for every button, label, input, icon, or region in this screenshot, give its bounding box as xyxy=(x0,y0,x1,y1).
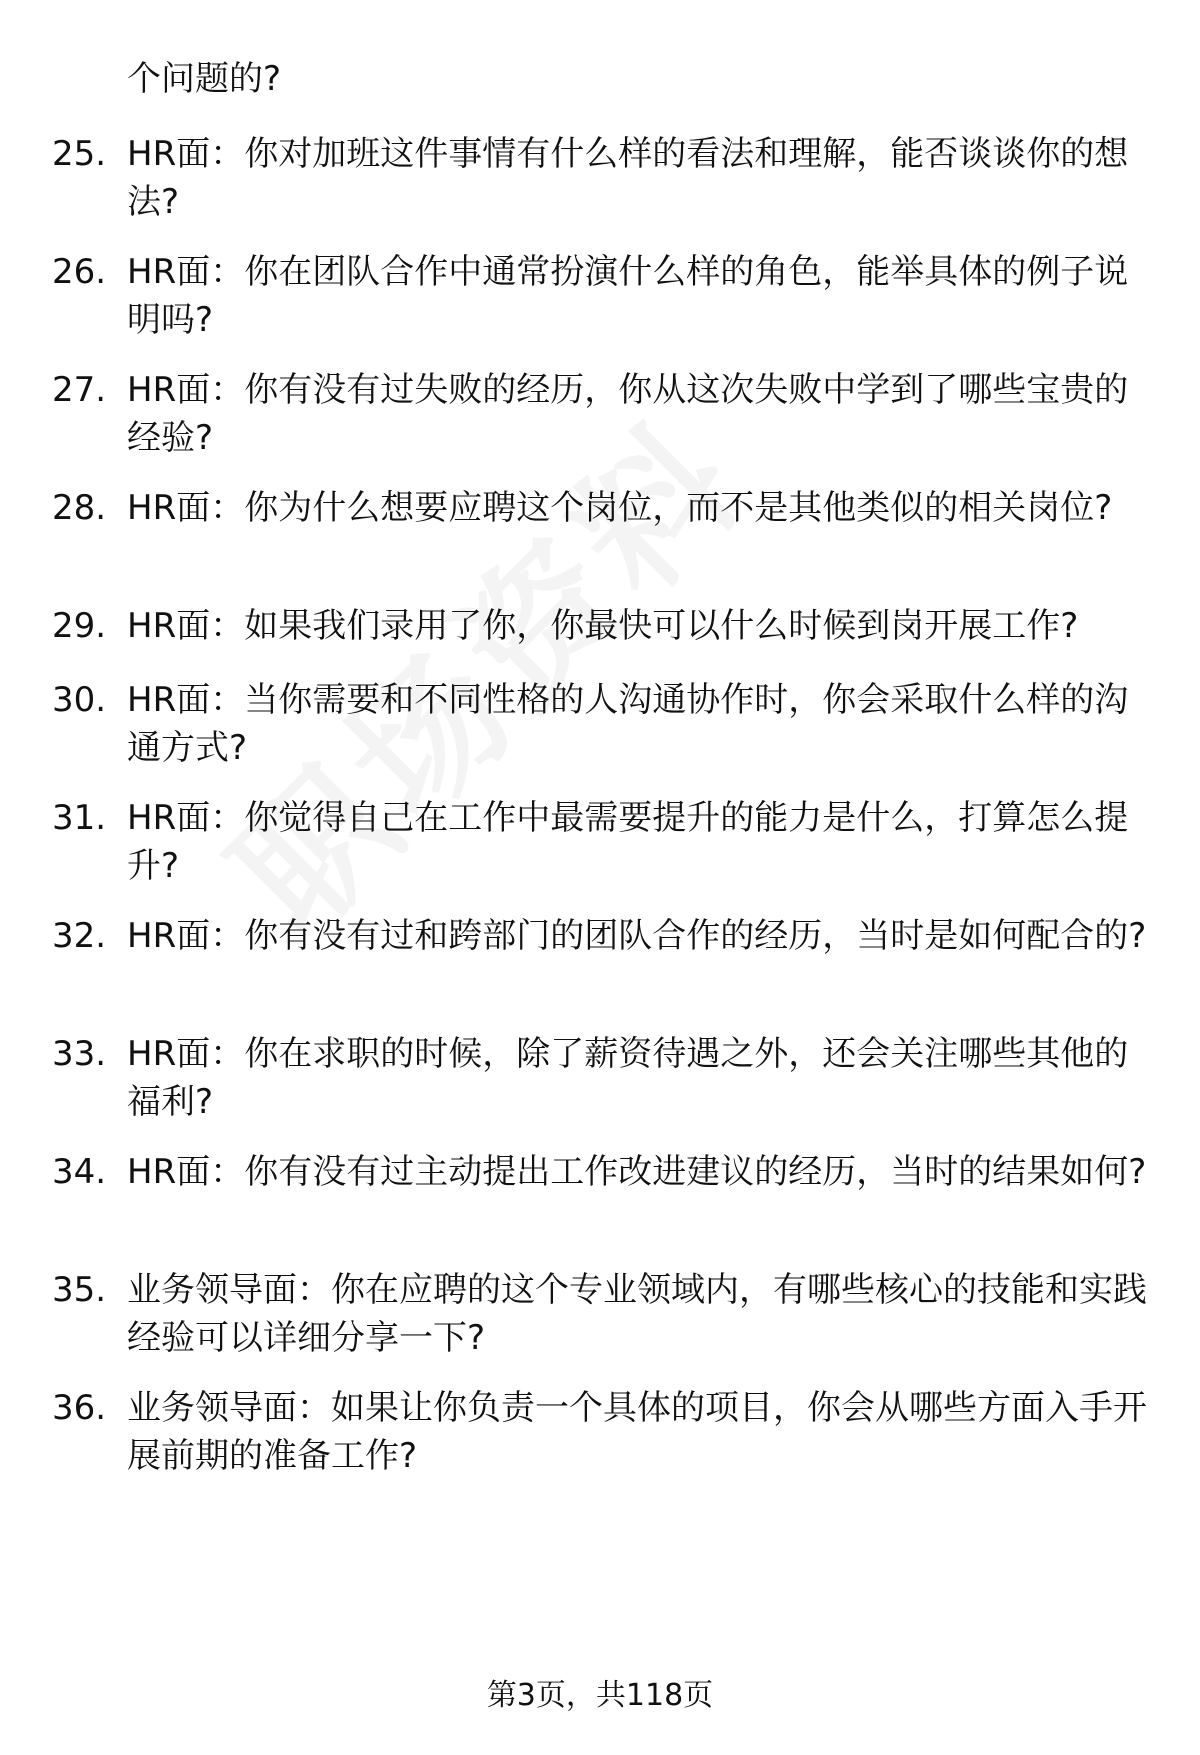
question-number: 29. xyxy=(52,606,107,646)
page-footer: 第3页，共118页 xyxy=(486,1678,714,1713)
question-number: 28. xyxy=(52,488,107,528)
question-text: HR面：你觉得自己在工作中最需要提升的能力是什么，打算怎么提升? xyxy=(127,798,1129,886)
question-text: HR面：你在团队合作中通常扮演什么样的角色，能举具体的例子说明吗? xyxy=(127,252,1129,340)
continuation-text: 个问题的? xyxy=(127,59,282,99)
question-number: 34. xyxy=(52,1152,107,1192)
question-number: 31. xyxy=(52,798,107,838)
question-text: HR面：如果我们录用了你，你最快可以什么时候到岗开展工作? xyxy=(127,606,1079,646)
question-text: HR面：当你需要和不同性格的人沟通协作时，你会采取什么样的沟通方式? xyxy=(127,680,1129,768)
question-text: HR面：你在求职的时候，除了薪资待遇之外，还会关注哪些其他的福利? xyxy=(127,1034,1129,1122)
question-text: HR面：你有没有过和跨部门的团队合作的经历，当时是如何配合的? xyxy=(127,916,1147,956)
question-text: HR面：你有没有过失败的经历，你从这次失败中学到了哪些宝贵的经验? xyxy=(127,370,1129,458)
question-number: 33. xyxy=(52,1034,107,1074)
question-number: 36. xyxy=(52,1388,107,1428)
question-text: 业务领导面：如果让你负责一个具体的项目，你会从哪些方面入手开展前期的准备工作? xyxy=(127,1388,1147,1476)
question-number: 27. xyxy=(52,370,107,410)
question-number: 25. xyxy=(52,134,107,174)
question-text: HR面：你有没有过主动提出工作改进建议的经历，当时的结果如何? xyxy=(127,1152,1147,1192)
question-text: HR面：你对加班这件事情有什么样的看法和理解，能否谈谈你的想法? xyxy=(127,134,1129,222)
question-text: HR面：你为什么想要应聘这个岗位，而不是其他类似的相关岗位? xyxy=(127,488,1113,528)
question-number: 30. xyxy=(52,680,107,720)
question-number: 32. xyxy=(52,916,107,956)
question-number: 26. xyxy=(52,252,107,292)
question-number: 35. xyxy=(52,1270,107,1310)
question-text: 业务领导面：你在应聘的这个专业领域内，有哪些核心的技能和实践经验可以详细分享一下? xyxy=(127,1270,1147,1358)
